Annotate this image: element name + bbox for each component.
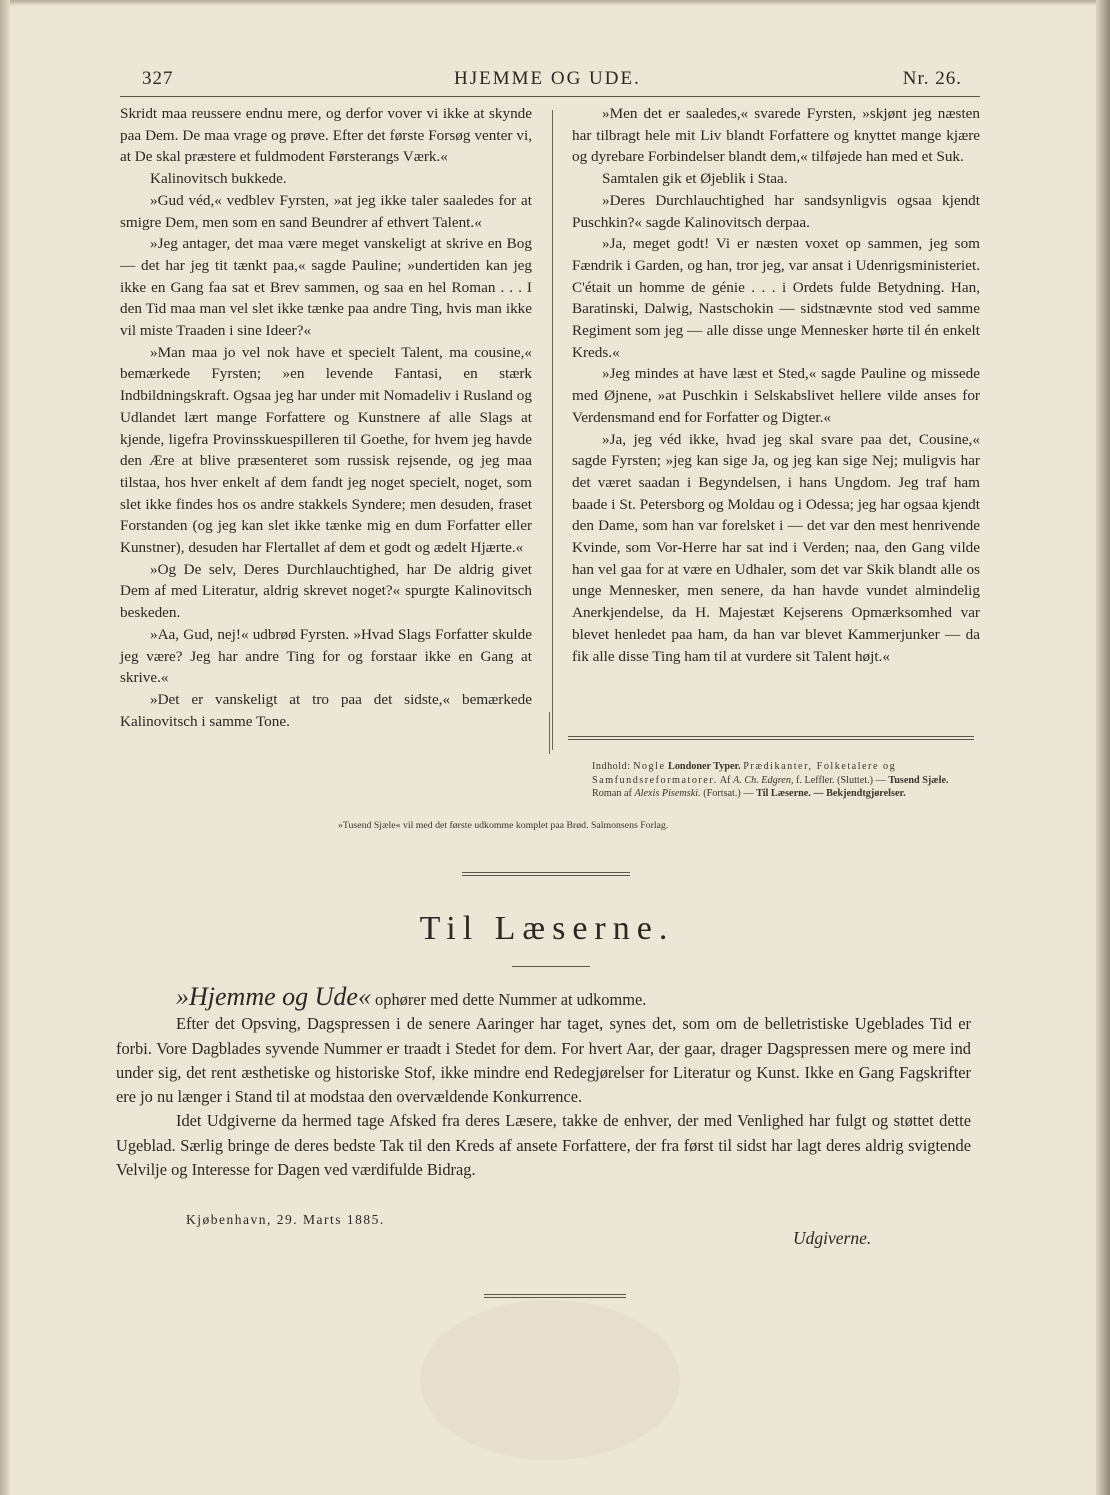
announcement-opening [116, 982, 971, 1012]
signature: Udgiverne. [793, 1228, 872, 1248]
publication-title: HJEMME OG UDE. [454, 68, 641, 89]
magazine-name: »Hjemme og Ude« [176, 982, 371, 1011]
section-rule-bottom [484, 1294, 626, 1298]
paragraph: »Og De selv, Deres Durchlauchtighed, har De aldrig givet Dem af med Literatur, aldrig skrevet noget?« spurgte Kalinovitsch beskeden. [120, 560, 532, 622]
page-edge-top [0, 0, 1110, 6]
contents-item2-note: (Fortsat.) — [703, 788, 754, 799]
paragraph: »Man maa jo vel nok have et specielt Talent, ma cousine,« bemærkede Fyrsten; »en levende Fantasi, en stærk Indbildningskraft. Ogsaa jeg har under mit Nomadeliv i Rusland og Udlandet lært mange Forfattere og Kunstnere af alle Slags at kjende, ligefra Provinsskuespilleren til Goethe, for hvem jeg havde den Ære at blive præsenteret som russisk rejsende, og jeg maa tilstaa, hos hver enkelt af dem fandt jeg noget specielt, noget, som slet ikke findes hos os andre stakkels Syndere; men desuden, fraset Forstanden (og jeg kan slet ikke tænke mig en dum Forfatter eller Kunstner), desuden har Flertallet af dem et godt og ædelt Hjærte.« [120, 343, 532, 557]
paragraph: »Jeg mindes at have læst et Sted,« sagde Pauline og missede med Øjnene, »at Puschkin i Selskabslivet hellere vilde anses for Verdensmand end for Forfatter og Digter.« [572, 365, 980, 426]
announcement-title: Til Læserne. [419, 910, 675, 947]
contents-item2-title: Tusend Sjæle. [888, 774, 949, 786]
paragraph: Idet Udgiverne da hermed tage Afsked fra deres Læsere, takke de enhver, der med Venlighed har fulgt og støttet dette Ugeblad. Særlig bringe de deres bedste Tak til den Kreds af ansete Forfattere, der fra først til sidst har lagt deres aldrig svigtende Velvilje og Interesse for Dagen ved værdifulde Bidrag. [116, 1111, 971, 1180]
contents-item1-subtitle: Prædikanter, Folketalere og Samfundsreformatorer. [592, 761, 897, 786]
page-edge-right [1096, 0, 1110, 1495]
table-of-contents [592, 760, 977, 801]
section-rule-top [462, 872, 630, 876]
paragraph: »Ja, jeg véd ikke, hvad jeg skal svare paa det, Cousine,« sagde Fyrsten; »jeg kan sige Ja, og jeg kan sige Nej; muligvis har det været saadan i Begyndelsen, i hans Ungdom. Jeg traf ham baade i St. Petersborg og Moldau og i Odessa; jeg har ogsaa kjendt den Dame, som han var forelsket i — det var den mest henrivende Kvinde, som Vor-Herre har sat ind i Verden; naa, den Gang vilde han vel gaa for at være en Udhaler, som det var Skik blandt alle os unge Mennesker, men senere, da han havde vundet almindelig Anerkjendelse, da H. Majestæt Kejserens Opmærksomhed var blevet henledet paa ham, da han var blevet Kammerjunker — da fik alle disse Ting ham til at vurdere sit Talent højt.« [572, 430, 980, 665]
publisher-notice: »Tusend Sjæle« vil med det første udkomme komplet paa Brød. Salmonsens Forlag. [338, 820, 669, 831]
contents-item1-title: Nogle [633, 761, 666, 772]
paragraph: Skridt maa reussere endnu mere, og derfor vover vi ikke at skynde paa Dem. De maa vrage og prøve. Efter det første Forsøg venter vi, at De skal præstere et fuldmodent Førsterangs Værk.« [120, 105, 532, 166]
paragraph: Samtalen gik et Øjeblik i Staa. [602, 170, 788, 188]
column-divider [552, 110, 553, 750]
contents-item3: Til Læserne. — [756, 788, 824, 799]
contents-item2-kind: Roman af [592, 788, 632, 799]
paragraph: Efter det Opsving, Dagspressen i de senere Aaringer har taget, synes det, som om de belletristiske Ugeblades Tid er forbi. Vore Dagblades syvende Nummer er traadt i Stedet for dem. For hvert Aar, der gaar, drager Dagspressen mere og mere ind under sig, det rent æsthetiske og historiske Stof, ikke mindre end Redegjørelser for Literatur og Kunst. Ikke en Gang Fagskrifter ere jo nu længer i Stand til at modstaa den overvældende Konkurrence. [116, 1014, 971, 1107]
title-underline [512, 966, 590, 967]
contents-rule [568, 736, 974, 740]
announcement-body [116, 982, 971, 1182]
paragraph: »Gud véd,« vedblev Fyrsten, »at jeg ikke taler saaledes for at smigre Dem, men som en sand Beundrer af ethvert Talent.« [120, 191, 532, 231]
header-rule [120, 96, 980, 97]
paragraph: »Det er vanskeligt at tro paa det sidste,« bemærkede Kalinovitsch i samme Tone. [120, 690, 532, 730]
contents-item4: Bekjendtgjørelser. [826, 788, 906, 799]
running-head [142, 68, 962, 96]
opening-text: ophører med dette Nummer at udkomme. [370, 990, 647, 1009]
left-column [120, 103, 532, 732]
contents-item1-author: A. Ch. Edgren, [733, 774, 794, 786]
paragraph: »Aa, Gud, nej!« udbrød Fyrsten. »Hvad Slags Forfatter skulde jeg være? Jeg har andre Ting for og forstaar ikke en Gang at skrive.« [120, 625, 532, 687]
column-divider-lower [549, 712, 550, 754]
paper-stain [420, 1300, 680, 1460]
paragraph: Kalinovitsch bukkede. [150, 170, 287, 188]
contents-item2-author: Alexis Pisemski. [634, 788, 701, 799]
contents-item1-title-bold: Londoner Typer. [668, 761, 741, 772]
page-number: 327 [142, 68, 174, 89]
right-column [572, 103, 980, 667]
paragraph: »Jeg antager, det maa være meget vanskeligt at skrive en Bog — det har jeg tit tænkt paa,« sagde Pauline; »undertiden kan jeg ikke en Gang faa sat et Brev sammen, og saa en hel Roman . . . I den Tid maa man vel slet ikke tænke paa andre Ting, hvis man ikke vil miste Traaden i sine Ideer?« [120, 235, 532, 340]
contents-label: Indhold: [592, 761, 631, 772]
paragraph: »Ja, meget godt! Vi er næsten voxet op sammen, jeg som Fændrik i Garden, og han, tror jeg, var ansat i Udenrigsministeriet. C'était un homme de génie . . . i Ordets fulde Betydning. Han, Baratinski, Dalwig, Nastschokin — sidstnævnte stod ved samme Regiment som jeg — alle disse unge Mennesker hørte til én enkelt Kreds.« [572, 235, 980, 361]
issue-number: Nr. 26. [902, 68, 962, 89]
paragraph: »Men det er saaledes,« svarede Fyrsten, »skjønt jeg næsten har tilbragt hele mit Liv blandt Forfattere og knyttet mange kjære og dyrebare Forbindelser blandt dem,« tilføjede han med et Suk. [572, 105, 980, 166]
page-edge-left [0, 0, 10, 1495]
contents-item1-by: Af [719, 774, 731, 786]
dateline: Kjøbenhavn, 29. Marts 1885. [186, 1212, 385, 1227]
contents-item1-note: f. Leffler. (Sluttet.) — [796, 774, 886, 786]
paragraph: »Deres Durchlauchtighed har sandsynligvis ogsaa kjendt Puschkin?« sagde Kalinovitsch derpaa. [572, 191, 980, 231]
